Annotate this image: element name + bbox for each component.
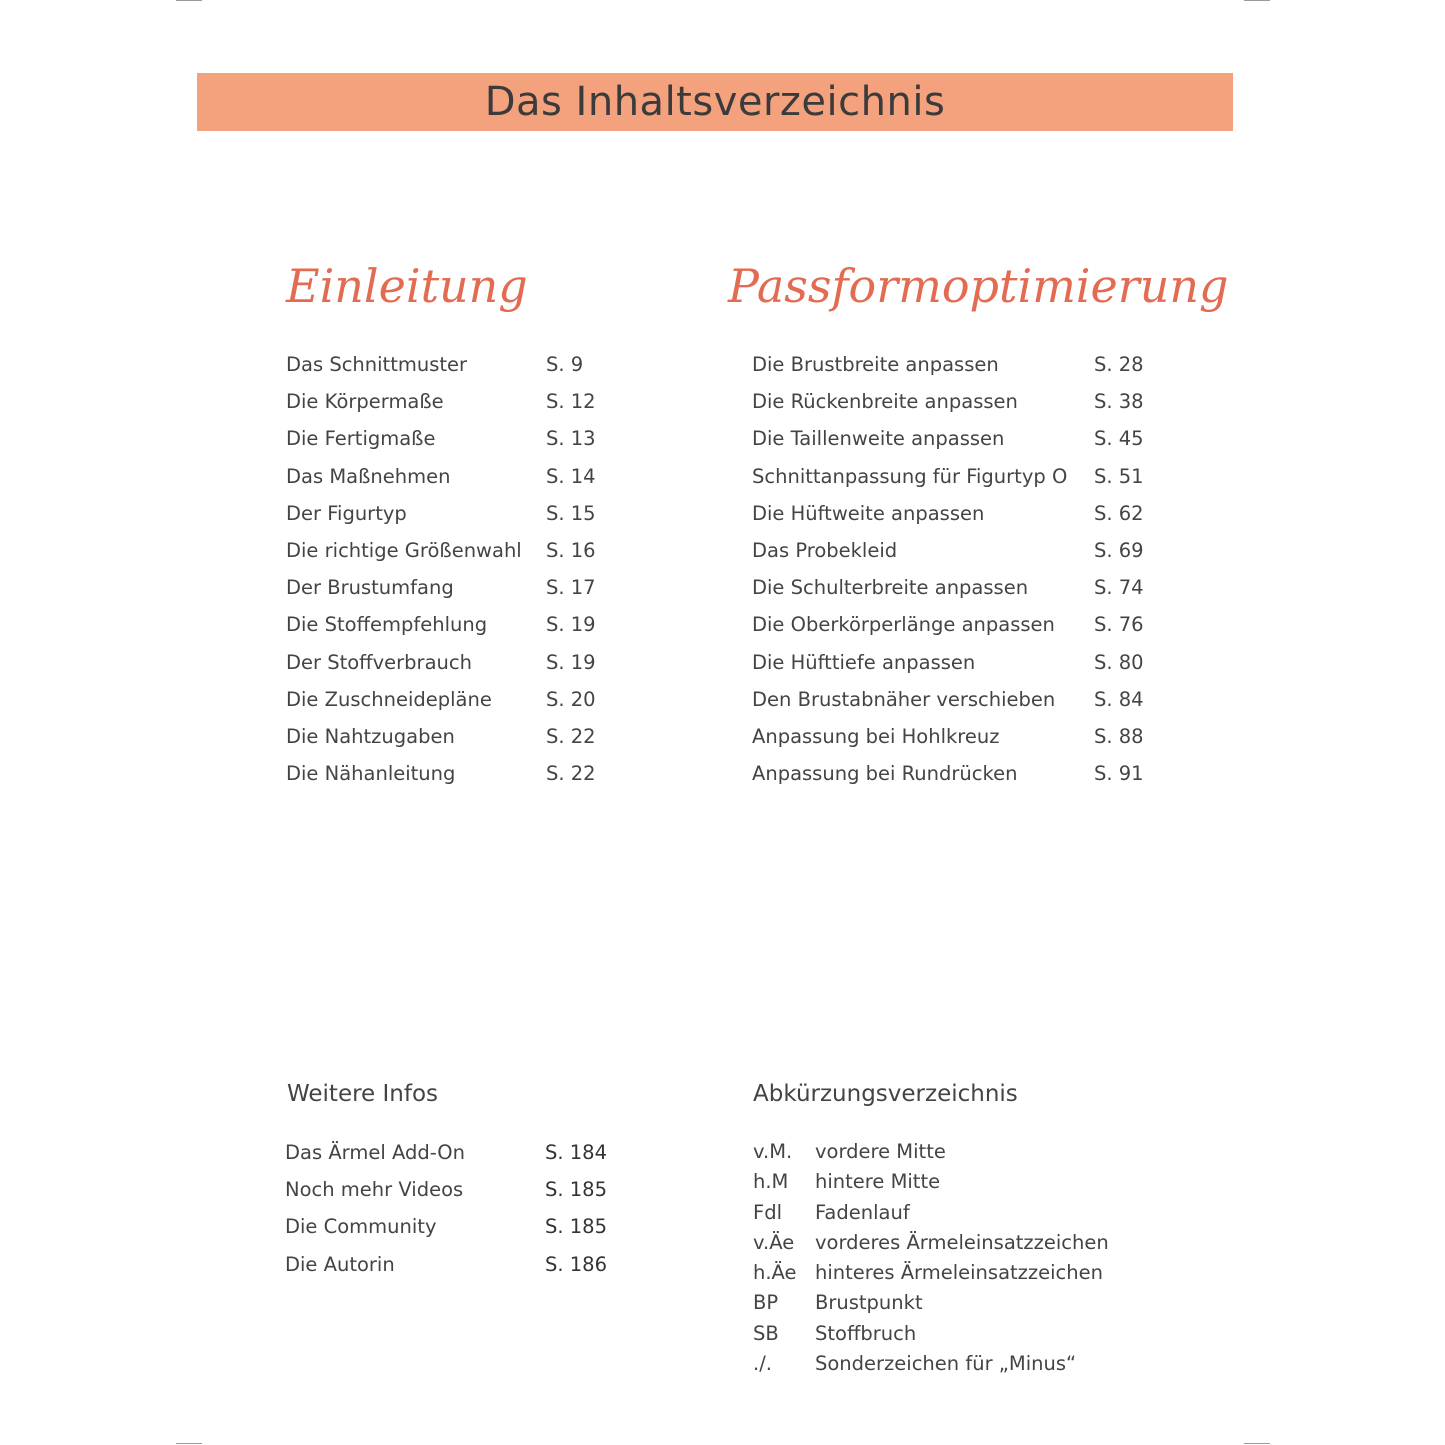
abbreviation-entry [753, 1200, 1153, 1230]
toc-entry-label: Das Ärmel Add-On [285, 1141, 465, 1164]
toc-entry-page: S. 28 [1094, 353, 1144, 376]
toc-entry-page: S. 184 [545, 1141, 607, 1164]
toc-entry-label: Die Hüfttiefe anpassen [752, 650, 976, 674]
toc-entry-page: S. 38 [1094, 390, 1144, 414]
toc-entry[interactable] [752, 723, 1172, 760]
toc-entry[interactable] [285, 1139, 625, 1176]
abbreviation-meaning: vordere Mitte [815, 1140, 946, 1163]
toc-entry-label: Die Hüftweite anpassen [752, 501, 985, 525]
toc-entry-label: Die Taillenweite anpassen [752, 427, 1005, 451]
toc-entry-label: Anpassung bei Hohlkreuz [752, 724, 1000, 748]
toc-entry[interactable] [752, 649, 1172, 686]
toc-entry[interactable] [752, 537, 1172, 574]
toc-entry-page: S. 69 [1094, 538, 1144, 562]
toc-entry[interactable] [752, 463, 1172, 500]
toc-entry[interactable] [752, 686, 1172, 723]
toc-entry-page: S. 17 [546, 576, 596, 600]
abbreviation-entry [753, 1230, 1153, 1260]
abbreviation-entry [753, 1321, 1153, 1351]
toc-entry[interactable] [286, 388, 626, 425]
toc-list-weitere-infos [285, 1139, 625, 1288]
toc-entry-label: Die Schulterbreite anpassen [752, 576, 1029, 600]
toc-list-passformoptimierung [752, 351, 1172, 797]
toc-entry[interactable] [285, 1176, 625, 1213]
toc-entry-label: Die Zuschneidepläne [286, 687, 492, 711]
page-title: Das Inhaltsverzeichnis [484, 79, 946, 125]
abbreviation-list [753, 1139, 1153, 1381]
toc-entry-page: S. 20 [546, 687, 596, 711]
toc-entry-page: S. 186 [545, 1252, 607, 1276]
toc-entry-label: Die Fertigmaße [286, 427, 436, 451]
toc-list-einleitung [286, 351, 626, 797]
toc-entry-label: Die Oberkörperlänge anpassen [752, 613, 1055, 637]
toc-entry-label: Die Rückenbreite anpassen [752, 390, 1018, 414]
toc-entry[interactable] [285, 1213, 625, 1250]
abbreviation: SB [753, 1321, 779, 1345]
toc-entry[interactable] [752, 574, 1172, 611]
toc-entry[interactable] [286, 723, 626, 760]
section-heading-weitere-infos: Weitere Infos [287, 1081, 439, 1107]
toc-entry-label: Die Autorin [285, 1252, 395, 1276]
toc-entry-label: Den Brustabnäher verschieben [752, 687, 1056, 711]
toc-entry-page: S. 84 [1094, 687, 1144, 711]
toc-entry[interactable] [285, 1251, 625, 1288]
toc-entry-page: S. 80 [1094, 650, 1144, 674]
abbreviation: v.M. [753, 1140, 793, 1163]
toc-entry-page: S. 88 [1094, 724, 1144, 748]
toc-entry-page: S. 12 [546, 390, 596, 414]
crop-mark-bottom-left [176, 1443, 202, 1444]
section-heading-abkuerzungen: Abkürzungsverzeichnis [753, 1081, 1018, 1107]
abbreviation-meaning: Brustpunkt [815, 1291, 923, 1315]
toc-entry[interactable] [286, 686, 626, 723]
title-banner [197, 73, 1233, 131]
crop-mark-top-right [1244, 0, 1270, 1]
abbreviation: ./. [753, 1352, 772, 1376]
toc-entry[interactable] [752, 425, 1172, 462]
crop-mark-bottom-right [1244, 1443, 1270, 1444]
abbreviation-entry [753, 1290, 1153, 1320]
toc-entry-page: S. 19 [546, 613, 596, 637]
abbreviation: v.Äe [753, 1230, 795, 1254]
abbreviation-meaning: hintere Mitte [815, 1170, 941, 1194]
toc-entry-page: S. 9 [546, 353, 584, 376]
toc-entry-label: Die Nahtzugaben [286, 724, 455, 748]
abbreviation-entry [753, 1351, 1153, 1381]
toc-entry[interactable] [752, 500, 1172, 537]
toc-entry-label: Der Stoffverbrauch [286, 650, 472, 674]
abbreviation: Fdl [753, 1200, 783, 1224]
abbreviation-entry [753, 1260, 1153, 1290]
toc-entry-page: S. 74 [1094, 576, 1144, 600]
toc-entry-page: S. 51 [1094, 464, 1144, 488]
toc-entry-page: S. 22 [546, 724, 596, 748]
toc-entry-label: Das Maßnehmen [286, 464, 451, 488]
toc-entry-label: Die Nähanleitung [286, 762, 456, 786]
toc-entry-page: S. 16 [546, 538, 596, 562]
toc-entry[interactable] [752, 351, 1172, 388]
toc-entry-page: S. 19 [546, 650, 596, 674]
toc-entry[interactable] [286, 574, 626, 611]
toc-entry-page: S. 14 [546, 464, 596, 488]
toc-entry-label: Anpassung bei Rundrücken [752, 762, 1018, 786]
toc-entry-label: Der Figurtyp [286, 501, 407, 525]
toc-entry-page: S. 91 [1094, 762, 1144, 786]
abbreviation: h.M [753, 1170, 789, 1194]
toc-entry-label: Die richtige Größenwahl [286, 538, 522, 562]
section-heading-einleitung: Einleitung [286, 259, 528, 313]
toc-entry-label: Die Brustbreite anpassen [752, 353, 999, 376]
toc-entry-label: Schnittanpassung für Figurtyp O [752, 464, 1068, 488]
abbreviation-meaning: vorderes Ärmeleinsatzzeichen [815, 1230, 1109, 1254]
toc-entry[interactable] [286, 351, 626, 388]
toc-entry-label: Die Körpermaße [286, 390, 444, 414]
toc-entry[interactable] [286, 611, 626, 648]
toc-entry-label: Die Stoffempfehlung [286, 613, 488, 637]
toc-entry-page: S. 45 [1094, 427, 1144, 451]
toc-entry[interactable] [752, 388, 1172, 425]
toc-entry[interactable] [752, 760, 1172, 797]
abbreviation-entry [753, 1139, 1153, 1169]
abbreviation-meaning: Sonderzeichen für „Minus“ [815, 1352, 1077, 1376]
abbreviation-meaning: hinteres Ärmeleinsatzzeichen [815, 1261, 1103, 1285]
toc-entry-label: Das Schnittmuster [286, 353, 468, 376]
toc-entry[interactable] [286, 500, 626, 537]
toc-entry-page: S. 62 [1094, 501, 1144, 525]
toc-entry[interactable] [286, 537, 626, 574]
abbreviation: BP [753, 1291, 779, 1315]
toc-entry-page: S. 15 [546, 501, 596, 525]
crop-mark-top-left [176, 0, 202, 1]
abbreviation-entry [753, 1169, 1153, 1199]
toc-entry-label: Noch mehr Videos [285, 1178, 464, 1202]
toc-entry[interactable] [286, 760, 626, 797]
toc-entry[interactable] [286, 425, 626, 462]
toc-entry[interactable] [286, 463, 626, 500]
toc-entry[interactable] [752, 611, 1172, 648]
toc-entry-page: S. 76 [1094, 613, 1144, 637]
toc-entry-label: Das Probekleid [752, 538, 898, 562]
toc-entry-page: S. 185 [545, 1215, 607, 1239]
abbreviation-meaning: Fadenlauf [815, 1200, 910, 1224]
section-heading-passformoptimierung: Passformoptimierung [728, 259, 1229, 313]
toc-entry[interactable] [286, 649, 626, 686]
toc-entry-label: Die Community [285, 1215, 437, 1239]
toc-entry-page: S. 13 [546, 427, 596, 451]
toc-entry-page: S. 22 [546, 762, 596, 786]
abbreviation-meaning: Stoffbruch [815, 1321, 917, 1345]
toc-entry-page: S. 185 [545, 1178, 607, 1202]
toc-entry-label: Der Brustumfang [286, 576, 454, 600]
abbreviation: h.Äe [753, 1261, 797, 1285]
